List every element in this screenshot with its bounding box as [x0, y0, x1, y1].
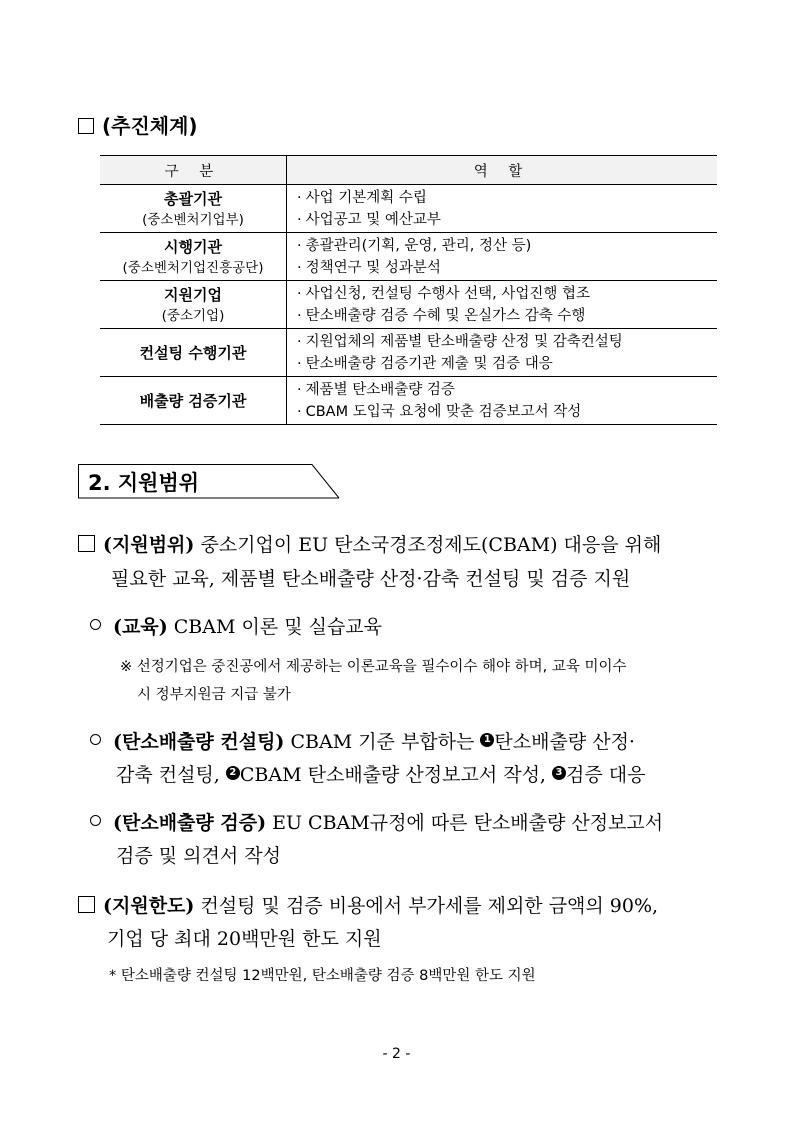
bullet-dot-icon: ·	[297, 381, 302, 398]
duty-text: 총괄관리(기획, 운영, 관리, 정산 등)	[305, 237, 532, 254]
verification-label: (탄소배출량 검증)	[113, 812, 267, 834]
consulting-item1a: 탄소배출량 산정·	[494, 731, 635, 753]
number-3-icon: 3	[552, 766, 566, 780]
consulting-text1: CBAM 기준 부합하는	[284, 731, 481, 753]
bullet-circle-icon	[90, 619, 101, 630]
consulting-label: (탄소배출량 컨설팅)	[113, 731, 285, 753]
checkbox-square-icon	[78, 896, 95, 913]
duty-item	[297, 331, 717, 353]
duty-item	[297, 235, 717, 257]
role-name: 컨설팅 수행기관	[139, 343, 247, 362]
section-heading	[78, 110, 198, 139]
education-paragraph	[90, 610, 382, 644]
education-note-line2: 시 정부지원금 지급 불가	[137, 687, 291, 703]
duty-text: 탄소배출량 검증기관 제출 및 검증 대응	[305, 355, 553, 372]
limit-line1: 컨설팅 및 검증 비용에서 부가세를 제외한 금액의 90%,	[194, 895, 659, 917]
consulting-paragraph	[90, 725, 635, 759]
duty-item	[297, 353, 717, 375]
duty-text: 제품별 탄소배출량 검증	[305, 381, 455, 398]
bullet-dot-icon: ·	[297, 307, 302, 324]
duty-text: 지원업체의 제품별 탄소배출량 산정 및 감축컨설팅	[305, 333, 623, 350]
role-sub: (중소기업)	[161, 307, 225, 324]
duty-item	[297, 401, 717, 423]
limit-label: (지원한도)	[103, 895, 195, 917]
role-division-cell	[100, 329, 287, 377]
verification-line1: EU CBAM규정에 따른 탄소배출량 산정보고서	[266, 812, 664, 834]
table-row	[100, 185, 717, 233]
consulting-item1b: 감축 컨설팅,	[116, 764, 226, 786]
education-text: CBAM 이론 및 실습교육	[167, 616, 383, 638]
role-name: 배출량 검증기관	[139, 391, 247, 410]
limit-note: * 탄소배출량 컨설팅 12백만원, 탄소배출량 검증 8백만원 한도 지원	[109, 968, 536, 984]
duty-item	[297, 283, 717, 305]
bullet-circle-icon	[90, 815, 101, 826]
verification-paragraph	[90, 806, 663, 840]
role-duties-cell	[287, 281, 718, 329]
bullet-dot-icon: ·	[297, 333, 302, 350]
duty-text: CBAM 도입국 요청에 맞춘 검증보고서 작성	[305, 403, 582, 420]
scope-paragraph	[78, 528, 661, 562]
bullet-dot-icon: ·	[297, 259, 302, 276]
role-division-cell	[100, 281, 287, 329]
section-title	[78, 464, 328, 498]
number-2-icon: 2	[226, 766, 240, 780]
consulting-item2: CBAM 탄소배출량 산정보고서 작성,	[239, 764, 553, 786]
role-duties-cell	[287, 185, 718, 233]
duty-text: 사업 기본계획 수립	[305, 189, 427, 206]
number-1-icon: 1	[480, 733, 494, 747]
table-row	[100, 233, 717, 281]
bullet-circle-icon	[90, 734, 101, 745]
role-duties-cell	[287, 377, 718, 425]
role-duties-cell	[287, 329, 718, 377]
table-header-row	[100, 156, 717, 185]
reference-mark-icon: ※	[120, 659, 133, 675]
limit-line2: 기업 당 최대 20백만원 한도 지원	[107, 928, 382, 950]
role-name: 지원기업	[164, 285, 222, 304]
consulting-line2	[116, 758, 645, 792]
education-note	[120, 653, 626, 681]
role-name: 시행기관	[164, 237, 222, 256]
role-duties-cell	[287, 233, 718, 281]
bullet-dot-icon: ·	[297, 355, 302, 372]
duty-item	[297, 305, 717, 327]
table-row	[100, 281, 717, 329]
checkbox-square-icon	[78, 535, 95, 552]
limit-paragraph	[78, 889, 658, 923]
page-number: - 2 -	[382, 1046, 411, 1062]
scope-label: (지원범위)	[103, 534, 195, 556]
table-header-role: 역 할	[287, 156, 718, 185]
scope-line2: 필요한 교육, 제품별 탄소배출량 산정·감축 컨설팅 및 검증 지원	[111, 568, 631, 590]
bullet-dot-icon: ·	[297, 189, 302, 206]
duty-text: 사업공고 및 예산교부	[305, 211, 441, 228]
bullet-dot-icon: ·	[297, 237, 302, 254]
education-label: (교육)	[113, 616, 168, 638]
org-table	[100, 155, 717, 425]
table-header-division: 구 분	[100, 156, 287, 185]
duty-item	[297, 379, 717, 401]
duty-text: 정책연구 및 성과분석	[305, 259, 441, 276]
consulting-item3: 검증 대응	[566, 764, 646, 786]
role-division-cell	[100, 233, 287, 281]
table-row	[100, 329, 717, 377]
role-division-cell	[100, 377, 287, 425]
bullet-dot-icon: ·	[297, 285, 302, 302]
duty-item	[297, 187, 717, 209]
duty-text: 탄소배출량 검증 수혜 및 온실가스 감축 수행	[305, 307, 586, 324]
scope-line1: 중소기업이 EU 탄소국경조정제도(CBAM) 대응을 위해	[194, 534, 662, 556]
role-sub: (중소벤처기업부)	[142, 211, 244, 228]
bullet-dot-icon: ·	[297, 211, 302, 228]
role-division-cell	[100, 185, 287, 233]
checkbox-square-icon	[78, 118, 94, 134]
duty-item	[297, 257, 717, 279]
heading-label: (추진체계)	[102, 114, 198, 138]
role-sub: (중소벤처기업진흥공단)	[122, 259, 264, 276]
education-note-line1: 선정기업은 중진공에서 제공하는 이론교육을 필수이수 해야 하며, 교육 미이수	[136, 659, 627, 675]
role-name: 총괄기관	[164, 189, 222, 208]
duty-item	[297, 209, 717, 231]
section-title-text: 2. 지원범위	[88, 471, 200, 495]
verification-line2: 검증 및 의견서 작성	[116, 845, 281, 867]
duty-text: 사업신청, 컨설팅 수행사 선택, 사업진행 협조	[305, 285, 590, 302]
table-row	[100, 377, 717, 425]
bullet-dot-icon: ·	[297, 403, 302, 420]
